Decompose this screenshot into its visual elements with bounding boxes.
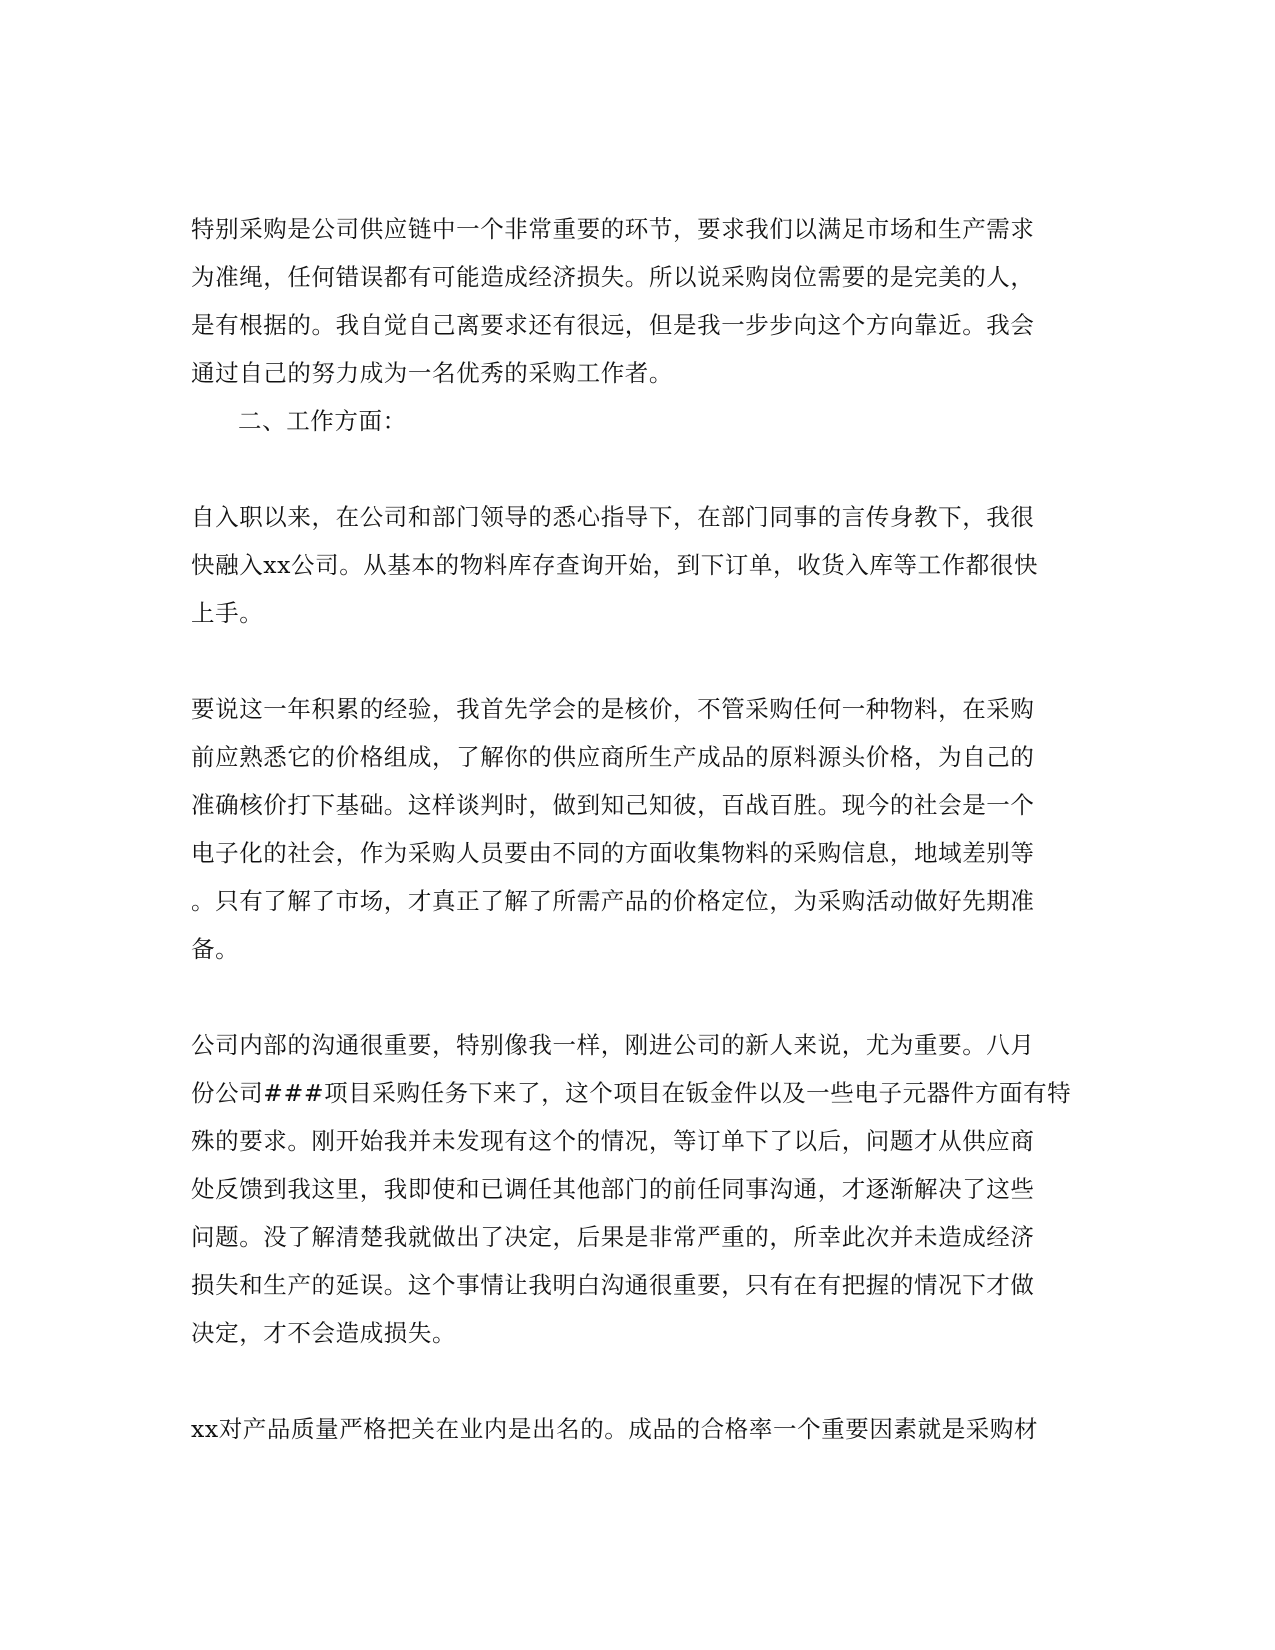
document-body (191, 205, 1091, 1453)
text-line: 准确核价打下基础。这样谈判时，做到知己知彼，百战百胜。现今的社会是一个 (191, 791, 1035, 819)
text-line: 备。 (191, 935, 240, 963)
text-line: 上手。 (191, 599, 264, 627)
paragraph-internal-communication (191, 1021, 1091, 1357)
paragraph-gap (191, 445, 1091, 493)
paragraph-procurement-importance (191, 205, 1091, 397)
text-line: 通过自己的努力成为一名优秀的采购工作者。 (191, 359, 673, 387)
paragraph-gap (191, 637, 1091, 685)
text-line: 特别采购是公司供应链中一个非常重要的环节，要求我们以满足市场和生产需求 (191, 215, 1035, 243)
paragraph-gap (191, 1357, 1091, 1405)
text-line: 问题。没了解清楚我就做出了决定，后果是非常严重的，所幸此次并未造成经济 (191, 1223, 1035, 1251)
text-line: 决定，才不会造成损失。 (191, 1319, 457, 1347)
text-line: xx对产品质量严格把关在业内是出名的。成品的合格率一个重要因素就是采购材 (191, 1415, 1039, 1443)
paragraph-price-verification (191, 685, 1091, 973)
text-line: 。只有了解了市场，才真正了解了所需产品的价格定位，为采购活动做好先期准 (191, 887, 1035, 915)
section-heading-text: 二、工作方面： (238, 407, 407, 435)
text-line: 电子化的社会，作为采购人员要由不同的方面收集物料的采购信息，地域差别等 (191, 839, 1035, 867)
text-line: 公司内部的沟通很重要，特别像我一样，刚进公司的新人来说，尤为重要。八月 (191, 1031, 1035, 1059)
text-line: 损失和生产的延误。这个事情让我明白沟通很重要，只有在有把握的情况下才做 (191, 1271, 1035, 1299)
text-line: 处反馈到我这里，我即使和已调任其他部门的前任同事沟通，才逐渐解决了这些 (191, 1175, 1035, 1203)
paragraph-gap (191, 973, 1091, 1021)
paragraph-onboarding (191, 493, 1091, 637)
text-line: 快融入xx公司。从基本的物料库存查询开始，到下订单，收货入库等工作都很快 (191, 551, 1039, 579)
text-line: 是有根据的。我自觉自己离要求还有很远，但是我一步步向这个方向靠近。我会 (191, 311, 1035, 339)
paragraph-quality-control (191, 1405, 1091, 1453)
text-line: 要说这一年积累的经验，我首先学会的是核价，不管采购任何一种物料，在采购 (191, 695, 1035, 723)
text-line: 殊的要求。刚开始我并未发现有这个的情况，等订单下了以后，问题才从供应商 (191, 1127, 1035, 1155)
section-heading-work (191, 397, 1091, 445)
text-line: 前应熟悉它的价格组成，了解你的供应商所生产成品的原料源头价格，为自己的 (191, 743, 1035, 771)
text-line: 为准绳，任何错误都有可能造成经济损失。所以说采购岗位需要的是完美的人， (191, 263, 1035, 291)
text-line: 自入职以来，在公司和部门领导的悉心指导下，在部门同事的言传身教下，我很 (191, 503, 1035, 531)
text-line: 份公司###项目采购任务下来了，这个项目在钣金件以及一些电子元器件方面有特 (191, 1079, 1072, 1107)
